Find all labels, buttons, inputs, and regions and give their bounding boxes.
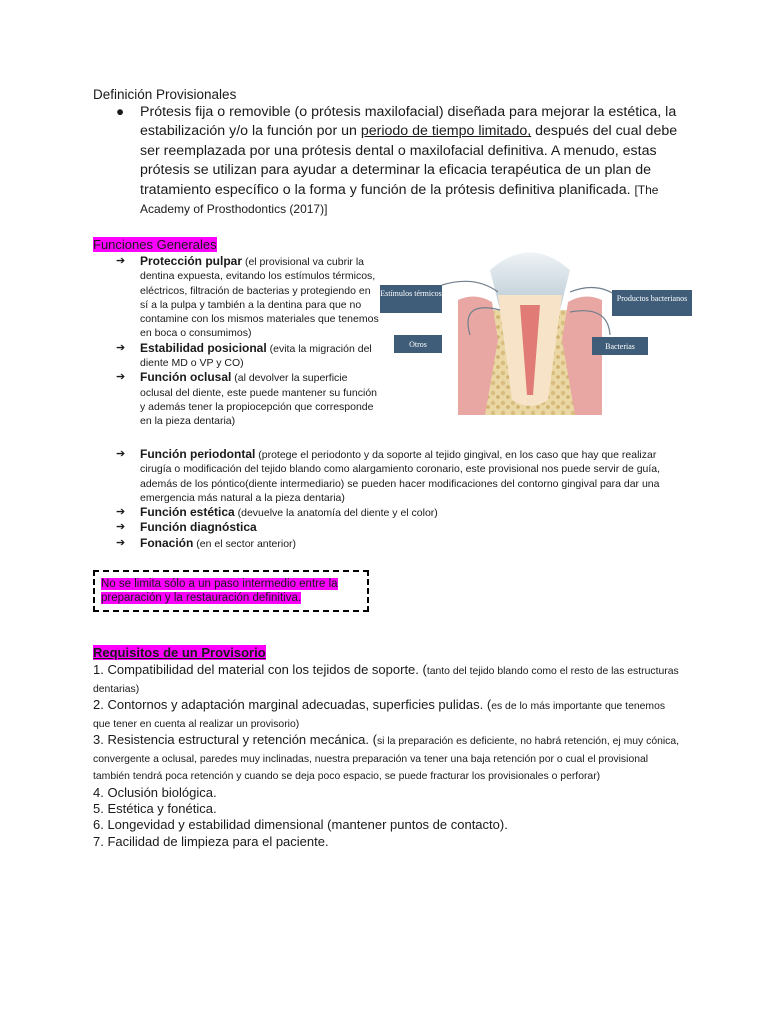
label-productos-text: Productos bacterianos bbox=[616, 294, 688, 303]
list-item bbox=[93, 785, 683, 801]
label-estimulos-text: Estímulos térmicos bbox=[380, 289, 442, 298]
label-estimulos bbox=[380, 285, 442, 313]
definition-underlined: periodo de tiempo limitado, bbox=[360, 123, 532, 140]
funcion-detail: (devuelve la anatomía del diente y el color) bbox=[234, 507, 438, 520]
funcion-detail: (al devolver la superficie oclusal del diente, este puede mantener su función y además tener la propiocepción que corresponde en la pieza dentaria) bbox=[140, 372, 377, 428]
funcion-label: Estabilidad posicional bbox=[140, 340, 267, 355]
requisitos-heading-text: Requisitos de un Provisorio bbox=[93, 645, 266, 660]
funcion-label: Fonación bbox=[140, 535, 194, 550]
requisitos-list bbox=[93, 662, 683, 850]
label-bacterias-text: Bacterias bbox=[605, 342, 635, 351]
funcion-detail: (protege el periodonto y da soporte al tejido gingival, en los caso que hay que realizar cirugía o modificación del tejido blando como alargamiento coronario, este provisional nos puede servir de guía, además de los póntico(diente intermediario) se pueden hacer modificaciones del contorno gingival para dar una emergencia más natural a la pieza dentaria) bbox=[140, 449, 661, 504]
list-item bbox=[93, 697, 683, 732]
requisito-main: 3. Resistencia estructural y retención mecánica. ( bbox=[93, 732, 377, 747]
funciones-heading-text: Funciones Generales bbox=[93, 237, 217, 252]
funcion-detail: (evita la migración del diente MD o VP y CO) bbox=[140, 342, 372, 370]
list-item bbox=[93, 801, 683, 817]
list-item bbox=[116, 254, 380, 341]
list-item bbox=[116, 505, 676, 520]
funciones-list-left bbox=[116, 254, 380, 429]
list-item bbox=[116, 341, 380, 371]
arrow-right-icon: ➔ bbox=[116, 255, 126, 267]
requisito-main: 4. Oclusión biológica. bbox=[93, 784, 217, 800]
requisito-small: es de lo más importante que tenemos que tener en cuenta al realizar un provisorio) bbox=[93, 701, 666, 730]
label-otros-text: Otros bbox=[409, 340, 427, 349]
definition-text-b: después del cual debe ser reemplazada por una prótesis dental o maxilofacial definitiva. A menudo, estas prótesis se utilizan para ayudar a determinar la eficacia terapéutica de un plan de tratamiento específico o la forma y función de la prótesis definitiva planificada. bbox=[140, 123, 678, 198]
note-box bbox=[93, 570, 369, 612]
list-item bbox=[116, 447, 676, 505]
list-item bbox=[93, 817, 683, 833]
requisito-small: tanto del tejido blando como el resto de las estructuras dentarias) bbox=[93, 666, 679, 695]
arrow-right-icon: ➔ bbox=[116, 506, 126, 519]
funciones-heading bbox=[93, 237, 217, 253]
funcion-detail: (el provisional va cubrir la dentina expuesta, evitando los estímulos térmicos, eléctricos, filtración de bacterias y protegiendo en sí a la pulpa y también a la dentina para que no contamine con los mismos materiales que tenemos en boca o consumimos) bbox=[140, 256, 379, 340]
tooth-illustration bbox=[380, 240, 700, 415]
label-productos bbox=[612, 290, 692, 316]
requisito-main: 2. Contornos y adaptación marginal adecuadas, superficies pulidas. ( bbox=[93, 697, 492, 712]
funcion-label: Función diagnóstica bbox=[140, 520, 257, 535]
funcion-label: Función periodontal bbox=[140, 447, 256, 461]
funcion-label: Función oclusal bbox=[140, 370, 232, 385]
definition-citation: [The Academy of Prosthodontics (2017)] bbox=[140, 182, 659, 217]
arrow-right-icon: ➔ bbox=[116, 448, 126, 460]
list-item bbox=[116, 520, 676, 535]
list-item bbox=[93, 732, 683, 785]
label-otros bbox=[394, 335, 442, 353]
funciones-list-full bbox=[116, 447, 676, 551]
arrow-right-icon: ➔ bbox=[116, 521, 126, 534]
list-item bbox=[93, 834, 683, 850]
requisito-main: 1. Compatibilidad del material con los tejidos de soporte. ( bbox=[93, 662, 427, 677]
list-item bbox=[93, 662, 683, 697]
requisitos-heading bbox=[93, 645, 266, 660]
arrow-right-icon: ➔ bbox=[116, 536, 126, 549]
funcion-label: Función estética bbox=[140, 505, 235, 520]
bullet-icon: ● bbox=[116, 104, 125, 119]
requisito-main: 6. Longevidad y estabilidad dimensional (mantener puntos de contacto). bbox=[93, 817, 508, 833]
note-text: No se limita sólo a un paso intermedio entre la preparación y la restauración definitiva. bbox=[101, 578, 338, 604]
definition-text-a: Prótesis fija o removible (o prótesis maxilofacial) diseñada para mejorar la estética, la estabilización y/o la función por un bbox=[140, 104, 677, 140]
label-bacterias bbox=[592, 337, 648, 355]
requisito-main: 7. Facilidad de limpieza para el paciente. bbox=[93, 833, 329, 849]
requisito-small: si la preparación es deficiente, no habrá retención, ej muy cónica, convergente a oclusal, paredes muy inclinadas, nuestra preparación va tener una baja retención por o cual el provisional también tendrá poca retención y cuando se deja poco espacio, se puede fracturar los provisionales o perforar) bbox=[93, 736, 680, 782]
page-title: Definición Provisionales bbox=[93, 87, 237, 102]
funcion-label: Protección pulpar bbox=[140, 254, 243, 268]
requisito-main: 5. Estética y fonética. bbox=[93, 800, 217, 816]
list-item bbox=[116, 536, 676, 551]
arrow-right-icon: ➔ bbox=[116, 341, 126, 354]
list-item bbox=[116, 370, 380, 428]
arrow-right-icon: ➔ bbox=[116, 371, 126, 384]
definition-paragraph bbox=[140, 103, 680, 219]
funcion-detail: (en el sector anterior) bbox=[193, 537, 297, 550]
